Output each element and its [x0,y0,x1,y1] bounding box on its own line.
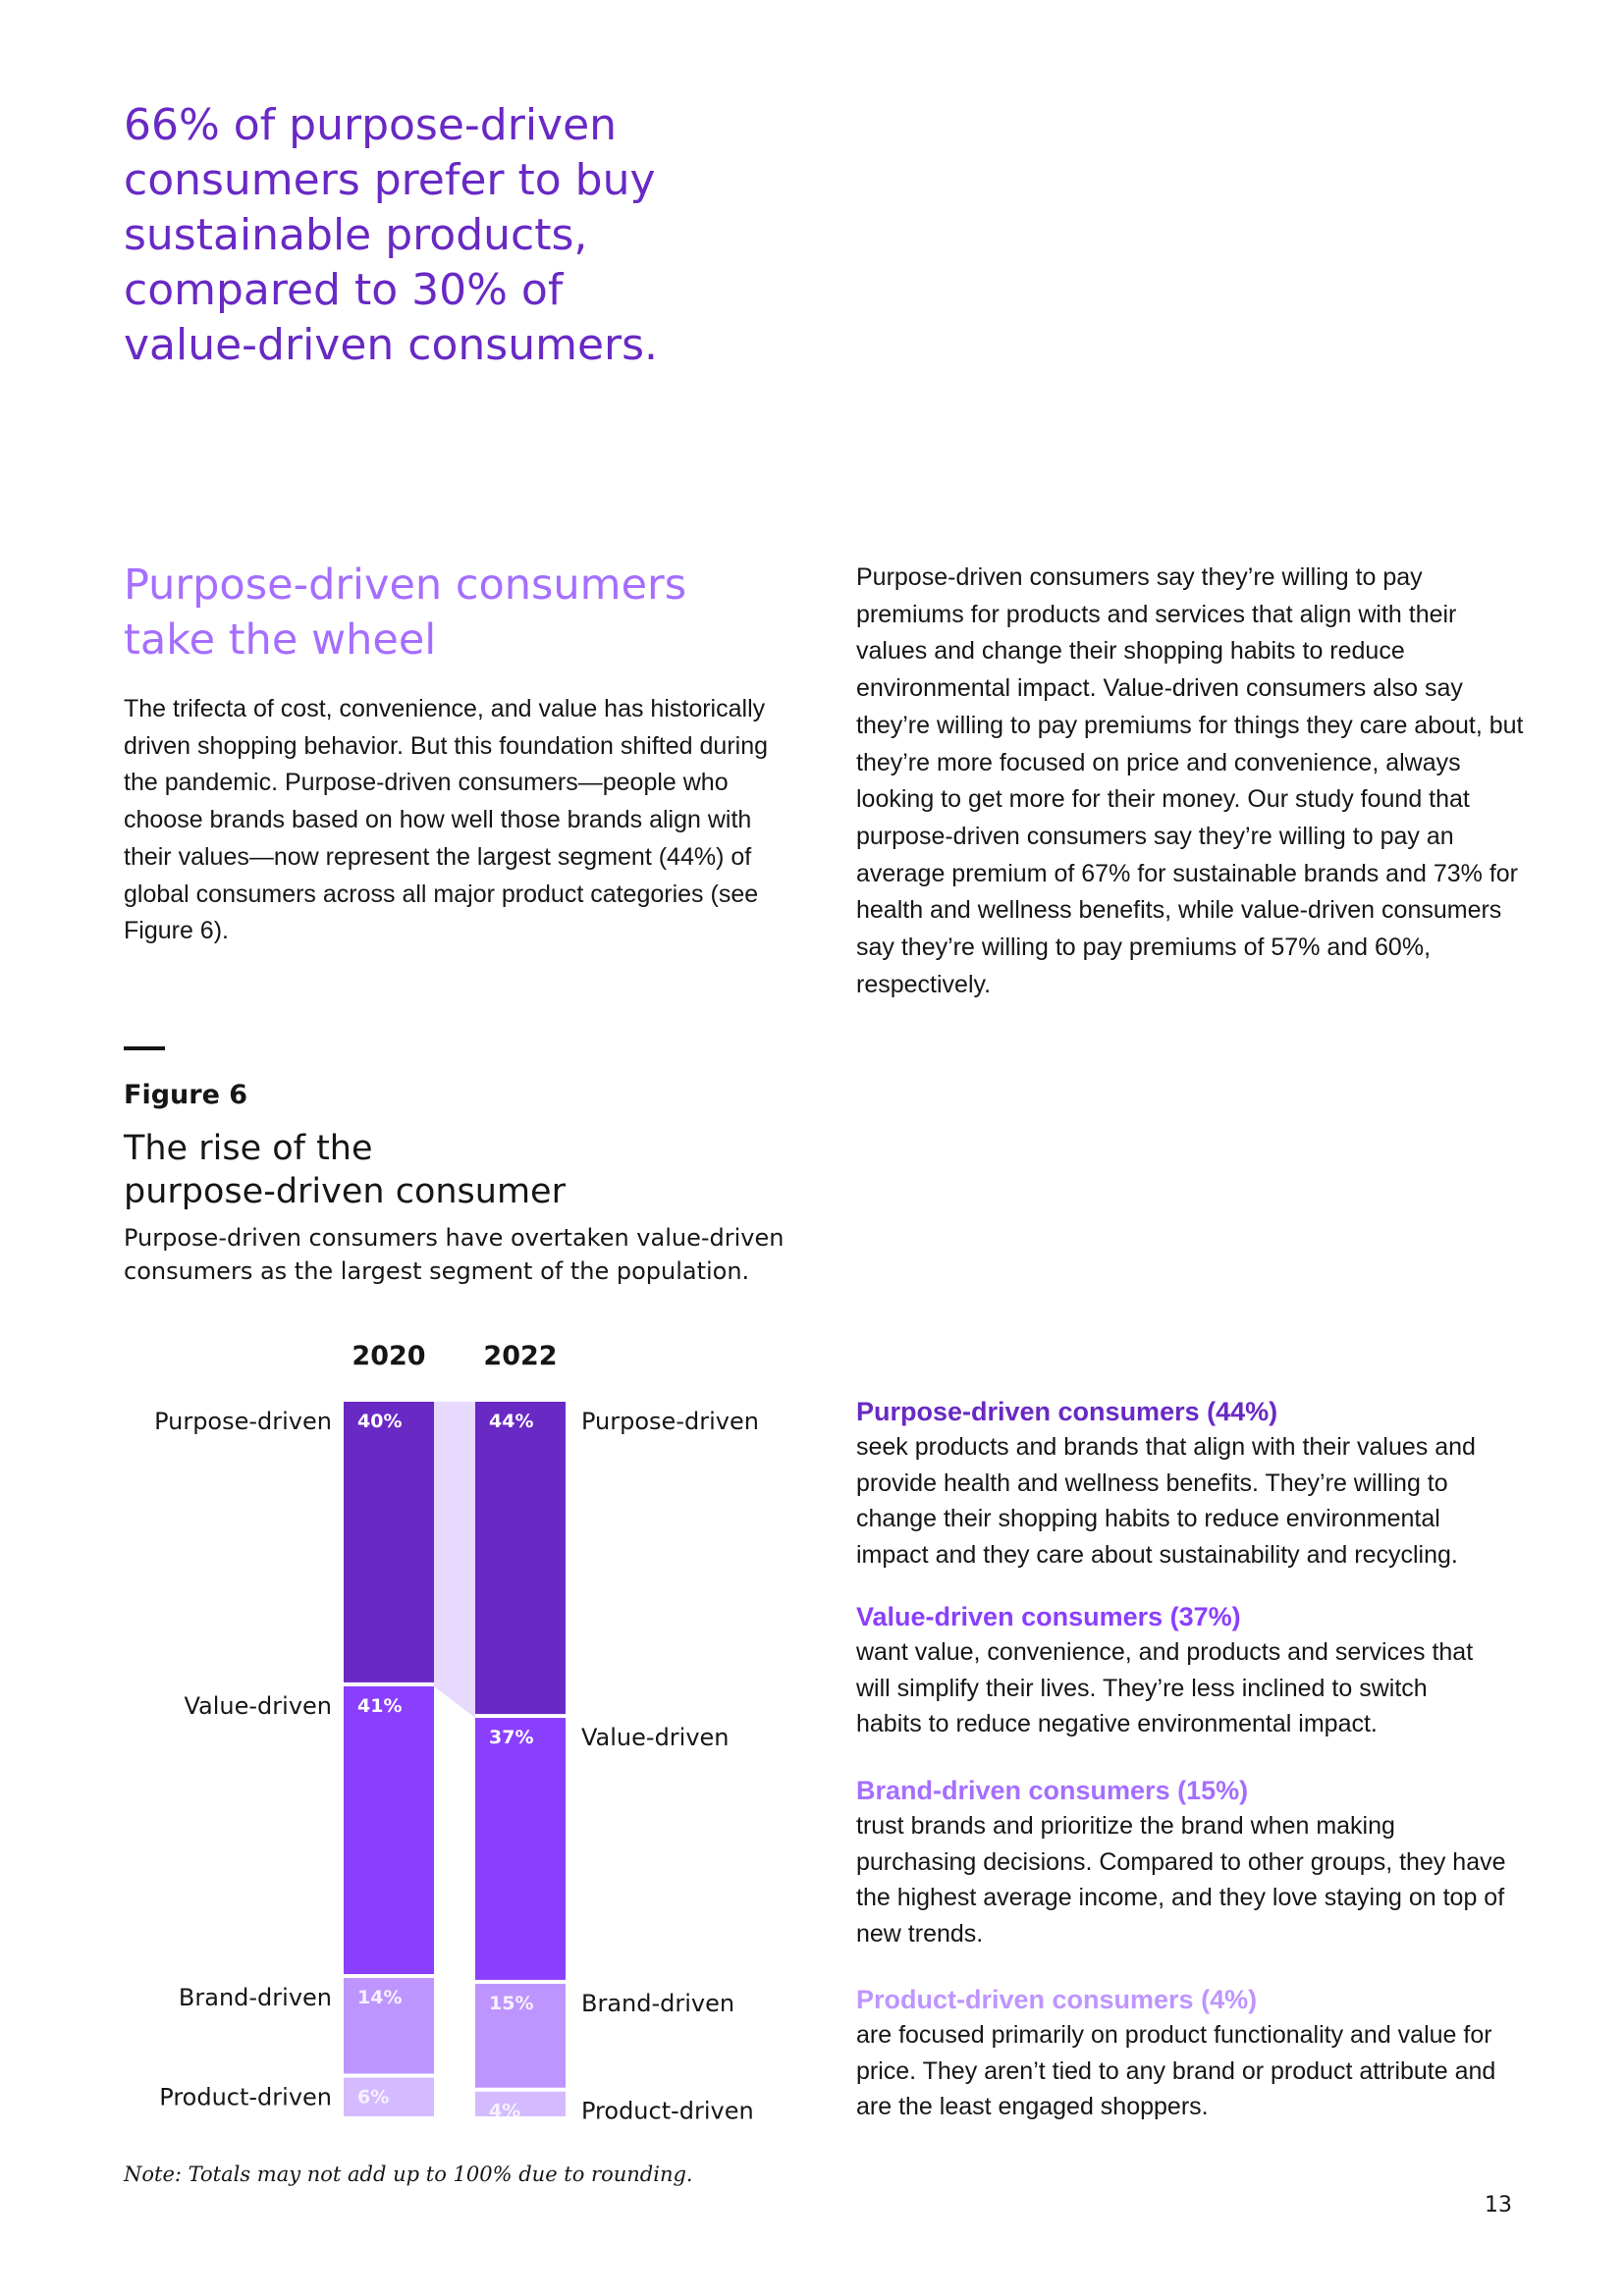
figure-subtitle [124,1221,811,1288]
right-paragraph: Purpose-driven consumers say they’re willing to pay premiums for products and services that align with their values and change their shopping habits to reduce environmental impact. Value-driven consumers also say they’re willing to pay premiums for things they care about, but they’re more focused on price and convenience, always looking to get more for their money. Our study found that purpose-driven consumers say they’re willing to pay an average premium of 67% for sustainable brands and 73% for health and wellness benefits, while value-driven consumers say they’re willing to pay premiums of 57% and 60%, respectively. [856,563,1524,998]
legend-title: Value-driven consumers (37%) [856,1602,1241,1631]
pull-quote [124,98,732,373]
legend-title: Purpose-driven consumers (44%) [856,1397,1278,1426]
connector-band [434,1402,475,1718]
right-category-label: Purpose-driven [581,1408,759,1435]
bar-segment-purpose-driven-2022 [475,1402,566,1714]
legend-line: impact and they care about sustainability and recycling. [856,1540,1458,1569]
bar-segment-value-driven-2022 [475,1718,566,1980]
legend-line: are the least engaged shoppers. [856,2093,1209,2120]
legend-line: habits to reduce negative environmental impact. [856,1710,1378,1737]
legend-brand [856,1773,1524,1951]
left-category-label: Brand-driven [178,1984,332,2012]
year-label-2020: 2020 [352,1341,426,1371]
legend-product [856,1982,1524,2125]
legend-line: want value, convenience, and products and services that [856,1638,1474,1666]
legend-description [856,1634,1524,1742]
value-label: 37% [489,1727,534,1749]
pull-quote-line: compared to 30% of [124,265,564,315]
value-label: 41% [357,1694,403,1717]
section-heading-line: Purpose-driven consumers [124,561,687,610]
value-label: 6% [357,2086,390,2109]
left-category-label: Product-driven [159,2083,332,2111]
figure-label: Figure 6 [124,1080,248,1110]
bar-segment-purpose-driven-2020 [344,1402,434,1682]
legend-purpose [856,1394,1524,1573]
value-label: 4% [489,2100,521,2122]
right-category-label: Brand-driven [581,1989,735,2017]
pull-quote-line: value-driven consumers. [124,320,659,370]
year-label-2022: 2022 [483,1341,558,1371]
legend-line: trust brands and prioritize the brand when making [856,1812,1395,1840]
legend-line: price. They aren’t tied to any brand or product attribute and [856,2056,1496,2085]
legend-title: Product-driven consumers (4%) [856,1985,1258,2014]
right-category-label: Product-driven [581,2097,754,2125]
figure-note: Note: Totals may not add up to 100% due to rounding. [124,2163,693,2186]
legend-description [856,2017,1524,2125]
stacked-bar-chart [124,1325,791,2140]
pull-quote-line: sustainable products, [124,210,588,260]
legend-line: new trends. [856,1919,984,1948]
figure-title-line: purpose-driven consumer [124,1172,566,1211]
figure-rule [124,1046,165,1050]
figure-subtitle-line: Purpose-driven consumers have overtaken value-driven [124,1224,785,1252]
figure-title [124,1127,752,1213]
legend-description [856,1429,1524,1573]
legend-title: Brand-driven consumers (15%) [856,1776,1249,1805]
figure-subtitle-line: consumers as the largest segment of the population. [124,1257,750,1285]
left-paragraph: The trifecta of cost, convenience, and value has historically driven shopping behavior. But this foundation shifted during the pandemic. Purpose-driven consumers—people who choose brands based on how well those brands align with their values—now represent the largest segment (44%) of global consumers across all major product categories (see Figure 6). [124,695,769,945]
legend-description [856,1808,1524,1951]
legend-line: purchasing decisions. Compared to other groups, they have [856,1847,1506,1876]
page-number: 13 [1485,2193,1512,2217]
value-label: 14% [357,1987,403,2009]
figure-title-line: The rise of the [124,1129,373,1168]
value-label: 44% [489,1411,534,1432]
legend-line: are focused primarily on product functionality and value for [856,2021,1492,2049]
value-label: 15% [489,1992,534,2014]
legend-line: seek products and brands that align with their values and [856,1433,1476,1461]
section-heading [124,558,752,667]
section-heading-line: take the wheel [124,615,437,665]
pull-quote-line: consumers prefer to buy [124,155,656,205]
legend-line: the highest average income, and they love staying on top of [856,1884,1505,1911]
bar-segment-value-driven-2020 [344,1686,434,1974]
left-category-label: Value-driven [184,1691,332,1720]
legend-line: will simplify their lives. They’re less inclined to switch [856,1674,1428,1702]
right-category-label: Value-driven [581,1724,730,1752]
legend-value [856,1599,1524,1742]
pull-quote-line: 66% of purpose-driven [124,100,618,150]
left-category-label: Purpose-driven [154,1408,332,1435]
legend-line: change their shopping habits to reduce environmental [856,1505,1440,1532]
value-label: 40% [357,1411,403,1432]
legend-line: provide health and wellness benefits. They’re willing to [856,1468,1448,1497]
